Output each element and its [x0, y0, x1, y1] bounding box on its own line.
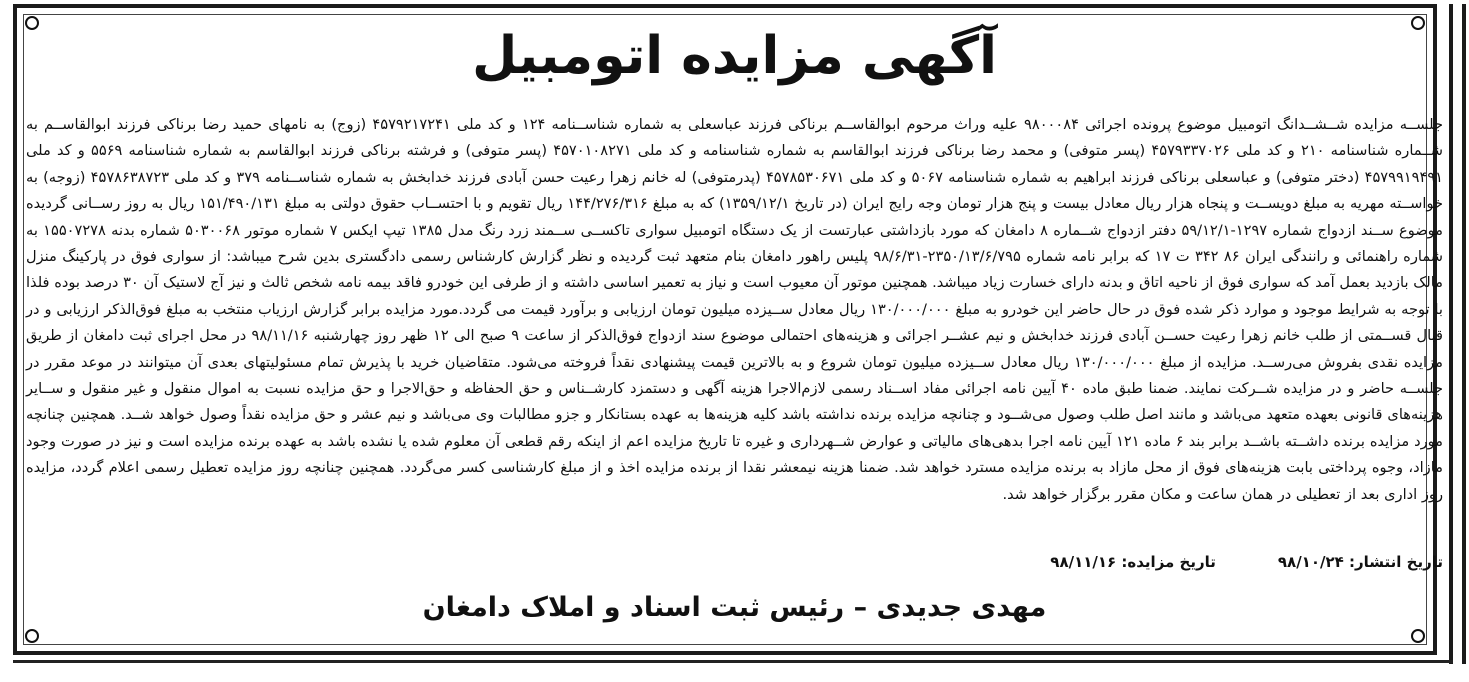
- notice-signature: مهدی جدیدی – رئیس ثبت اسناد و املاک دامغان: [422, 592, 1047, 623]
- adjacent-ad-edge: [1449, 4, 1469, 664]
- notice-title: آگهی مزایده اتومبیل: [472, 26, 997, 86]
- notice-body: جلســه مزایده شــشــدانگ اتومبیل موضوع پرونده اجرائی ۹۸۰۰۰۸۴ علیه وراث مرحوم ابوالقاســم برناکی فرزند عباسعلی به شماره شناســنامه ۱۲۴ و کد ملی ۴۵۷۹۲۱۷۲۴۱ (زوج) به نامهای حمید رضا برناکی فرزند ابوالقاســم به شــماره شناسنامه ۲۱۰ و کد ملی ۴۵۷۹۳۳۷۰۲۶ (پسر متوفی) و محمد رضا برناکی فرزند ابوالقاسم به شماره شناسنامه و کد ملی ۴۵۷۰۱۰۸۲۷۱ (پسر متوفی) و فرشته برناکی فرزند ابوالقاسم به شماره شناسنامه ۵۵۶۹ و کد ملی ۴۵۷۹۹۱۹۴۹۱ (دختر متوفی) و عباسعلی برناکی فرزند ابراهیم به شماره شناسنامه ۵۰۶۷ و کد ملی ۴۵۷۸۵۳۰۶۷۱ (پدرمتوفی) له خانم زهرا رعیت حسن آبادی فرزند خدابخش به شماره شناســنامه ۳۷۹ و کد ملی ۴۵۷۸۶۳۸۷۲۳ (زوجه) به خواســته مهریه به مبلغ دویســت و پنجاه هزار ریال معادل بیست و پنج هزار تومان وجه رایج ایران (در تاریخ ۱۳۵۹/۱۲/۱) که به مبلغ ۱۴۴/۲۷۶/۳۱۶ ریال تقویم و با احتســاب حقوق دولتی به مبلغ ۱۵۱/۴۹۰/۱۳۱ ریال به روز رســانی گردیده موضوع ســند ازدواج شماره ۱۲۹۷-۵۹/۱۲/۱ دفتر ازدواج شــماره ۸ دامغان که مورد بازداشتی عبارتست از یک دستگاه اتومبیل سواری تاکســی ســمند زرد رنگ مدل ۱۳۸۵ تیپ ایکس ۷ شماره موتور ۵۰۳۰۰۶۸ شماره بدنه ۱۵۵۰۷۲۷۸ به شماره راهنمائی و رانندگی ایران ۸۶ ۳۴۲ ت ۱۷ که برابر نامه شماره ۲۳۵۰/۱۳/۶/۷۹۵-۹۸/۶/۳۱ پلیس راهور دامغان بنام متعهد ثبت گردیده و نظر گزارش کارشناس رسمی دادگستری بدین شرح میباشد: از سواری فوق در پارکینگ منزل مالک بازدید بعمل آمد که سواری فوق از ناحیه اتاق و بدنه دارای خسارت زیاد میباشد. همچنین موتور آن معیوب است و نیاز به تعمیر اساسی داشته و از طرفی این خودرو فاقد بیمه نامه شخص ثالث و نیز آج لاستیک آن ۳۰ درصد بوده فلذا با توجه به شرایط موجود و موارد ذکر شده فوق در حال حاضر این خودرو به مبلغ ۱۳۰/۰۰۰/۰۰۰ ریال معادل ســیزده میلیون تومان ارزیابی و برآورد قیمت می گردد.مورد مزایده برابر گزارش ارزیاب منتخب به مبلغ فوق‌الذکر ارزیابی و در قبال قســمتی از طلب خانم زهرا رعیت حســن آبادی فرزند خدابخش و نیم عشــر اجرائی و هزینه‌های احتمالی موضوع سند ازدواج فوق‌الذکر از ساعت ۹ صبح الی ۱۲ ظهر روز چهارشنبه ۹۸/۱۱/۱۶ در محل اجرای ثبت دامغان از طریق مزایده نقدی بفروش می‌رســد. مزایده از مبلغ ۱۳۰/۰۰۰/۰۰۰ ریال معادل ســیزده میلیون تومان شروع و به بالاترین قیمت پیشنهادی نقداً فروخته می‌شود. متقاضیان خرید با پذیرش تمام مسئولیتهای بعدی آن میتوانند در موعد مقرر در جلســه حاضر و در مزایده شــرکت نمایند. ضمنا طبق ماده ۴۰ آیین نامه اجرائی مفاد اســناد رسمی لازم‌الاجرا هزینه آگهی و دستمزد کارشــناس و حق الحفاظه و حق‌الاجرا و حق مزایده نسبت به اموال منقول و غیر منقول و ســایر هزینه‌های قانونی بعهده متعهد می‌باشد و مانند اصل طلب وصول می‌شــود و چنانچه مزایده برنده نداشته باشد کلیه هزینه‌ها به عهده بستانکار و جزو مطالبات وی می‌باشد و نیم عشر و حق مزایده نقداً وصول خواهد شــد. همچنین چنانچه مورد مزایده برنده داشــته باشــد برابر بند ۶ ماده ۱۲۱ آیین نامه اجرا بدهی‌های مالیاتی و عوارض شــهرداری و غیره تا تاریخ مزایده اعم از اینکه رقم قطعی آن معلوم شده یا نشده باشد به عهده برنده مزایده است و نیز در صورت وجود مازاد، وجوه پرداختی بابت هزینه‌های فوق از محل مازاد به برنده مزایده مسترد خواهد شد. ضمنا هزینه نیمعشر نقدا از برنده مزایده اخذ و از مبلغ کارشناسی کسر می‌گردد. همچنین چنانچه روز مزایده تعطیل رسمی اعلام گردد، مزایده روز اداری بعد از تعطیلی در همان ساعت و مکان مقرر برگزار خواهد شد.: [26, 116, 1444, 503]
- notice-dates: [1050, 553, 1443, 571]
- auction-date: تاریخ مزایده: ۹۸/۱۱/۱۶: [1050, 553, 1216, 571]
- publish-date: تاریخ انتشار: ۹۸/۱۰/۲۴: [1277, 553, 1443, 571]
- bottom-divider: [13, 660, 1453, 663]
- corner-ornament-icon: [1411, 629, 1425, 643]
- corner-ornament-icon: [25, 629, 39, 643]
- adjacent-ad-border: [1462, 4, 1466, 664]
